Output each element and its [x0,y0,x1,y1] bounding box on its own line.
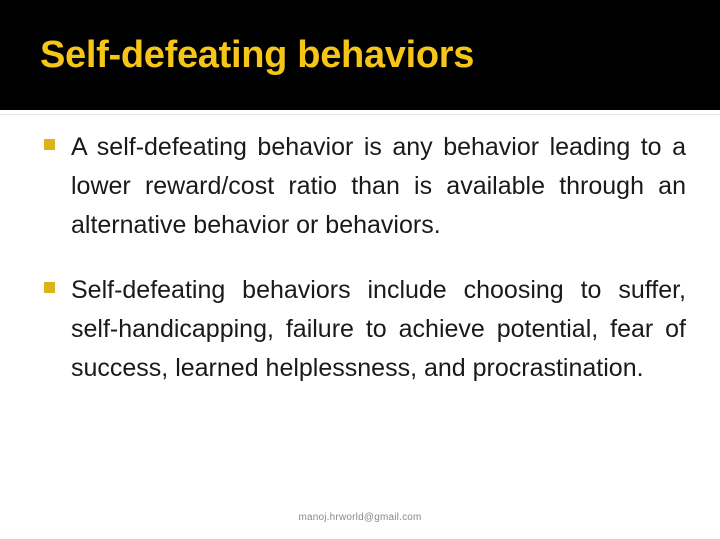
title-divider [0,110,720,115]
slide-title-bar [0,0,720,110]
slide-title: Self-defeating behaviors [40,34,475,76]
slide-body [0,128,720,414]
bullet-text: Self-defeating behaviors include choosing to suffer, self-handicapping, failure to achieve potential, fear of success, learned helplessness, and procrastination. [71,276,686,382]
list-item [44,128,686,245]
square-bullet-icon [44,139,55,150]
slide-footer-email: manoj.hrworld@gmail.com [298,512,422,523]
bullet-text: A self-defeating behavior is any behavior leading to a lower reward/cost ratio than is available through an alternative behavior or behaviors. [71,133,686,239]
square-bullet-icon [44,282,55,293]
list-item [44,271,686,388]
